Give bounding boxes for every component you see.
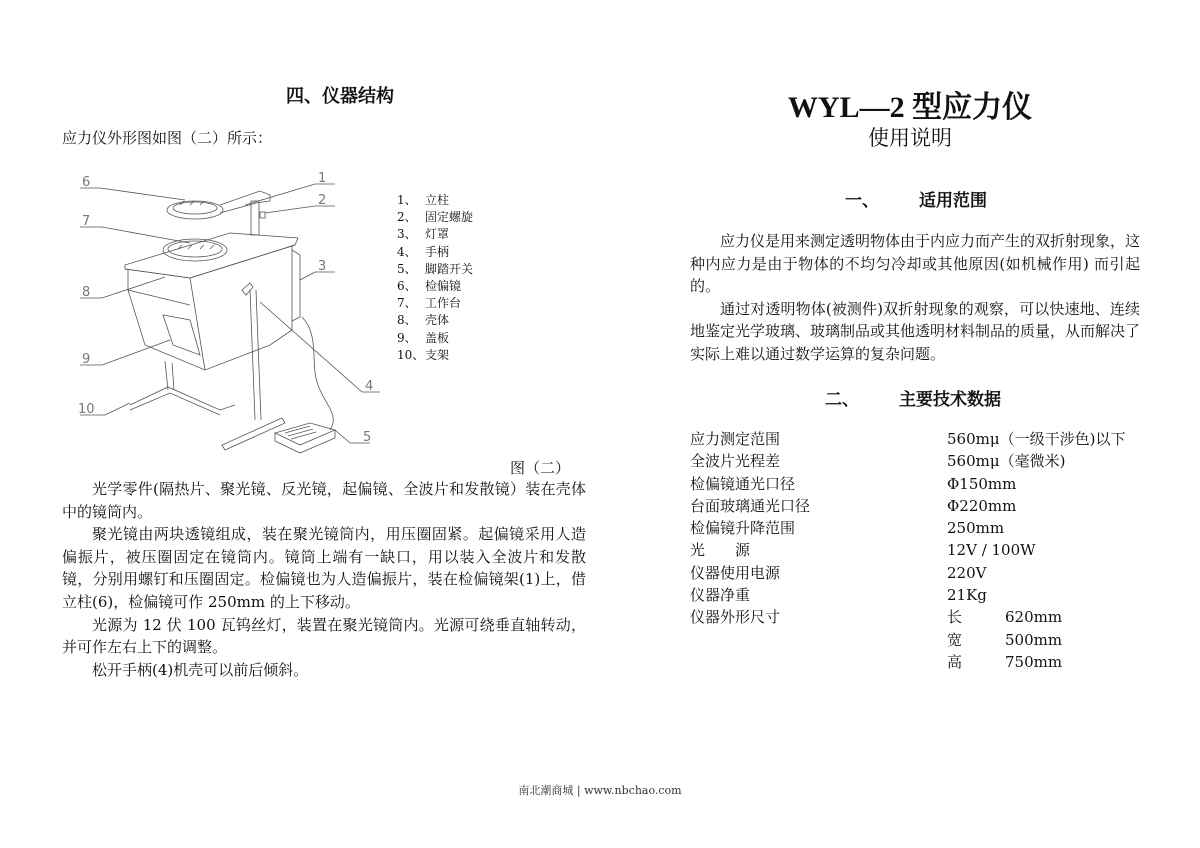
legend-item: 3、 灯罩: [397, 227, 450, 242]
svg-text:7: 7: [82, 214, 91, 229]
document-subtitle: 使用说明: [868, 126, 952, 150]
spec-row: 台面玻璃通光口径 Φ220mm: [690, 496, 1017, 515]
footer-watermark: 南北潮商城 | www.nbchao.com: [518, 784, 682, 797]
svg-text:9: 9: [82, 352, 91, 367]
section-heading-structure: 四、仪器结构: [286, 86, 394, 107]
legend-item: 9、 盖板: [397, 330, 450, 345]
spec-row: 应力测定范围 560mμ（一级干涉色)以下: [690, 430, 1126, 448]
spec-row: 光 源 12V / 100W: [690, 541, 1036, 560]
svg-text:10: 10: [78, 402, 95, 417]
section-heading-scope: 一、 适用范围: [845, 191, 987, 211]
section-heading-specs: 二、 主要技术数据: [825, 390, 1001, 410]
spec-row: 检偏镜通光口径 Φ150mm: [690, 474, 1017, 493]
legend-item: 2、 固定螺旋: [397, 210, 474, 225]
svg-text:6: 6: [82, 175, 91, 190]
svg-text:1: 1: [318, 171, 327, 186]
spec-row-dimensions: 仪器外形尺寸 长 620mm: [690, 608, 1063, 627]
legend-item: 6、 检偏镜: [397, 279, 462, 294]
legend-item: 8、 壳体: [397, 313, 450, 328]
parts-legend: [397, 192, 473, 364]
spec-row: 仪器净重 21Kg: [690, 586, 987, 605]
legend-item: 10、支架: [397, 347, 450, 362]
svg-text:2: 2: [318, 193, 327, 208]
spec-row: 仪器使用电源 220V: [690, 563, 987, 582]
paragraph: 通过对透明物体(被测件)双折射现象的观察，可以快速地、连续地鉴定光学玻璃、玻璃制品或其他透明材料制品的质量，从而解决了实际上难以通过数学运算的复杂问题。: [690, 299, 1141, 363]
figure-caption: 图（二）: [510, 459, 571, 477]
paragraph: 松开手柄(4)机壳可以前后倾斜。: [92, 660, 309, 679]
legend-item: 5、 脚踏开关: [397, 261, 474, 276]
legend-item: 1、 立柱: [397, 193, 450, 207]
spec-table: [690, 428, 1125, 673]
svg-text:4: 4: [365, 379, 374, 394]
scope-description: [690, 230, 1140, 366]
instrument-diagram: [70, 165, 390, 465]
paragraph: 聚光镜由两块透镜组成，装在聚光镜筒内，用压圈固紧。起偏镜采用人造偏振片，被压圈固定在镜筒内。镜筒上端有一缺口，用以装入全波片和发散镜，分别用螺钉和压圈固定。检偏镜也为人造偏振片，装在检偏镜架(1)上，借立柱(6)，检偏镜可作 250mm 的上下移动。: [62, 525, 586, 611]
legend-item: 7、 工作台: [397, 296, 462, 311]
paragraph: 光学零件(隔热片、聚光镜、反光镜，起偏镜、全波片和发散镜）装在壳体中的镜筒内。: [62, 480, 586, 521]
spec-row-dimension-height: 高 750mm: [947, 652, 1063, 671]
paragraph: 应力仪是用来测定透明物体由于内应力而产生的双折射现象，这种内应力是由于物体的不均匀冷却或其他原因(如机械作用) 而引起的。: [690, 232, 1141, 296]
document-title: WYL—2 型应力仪: [787, 91, 1033, 124]
spec-row: 检偏镜升降范围 250mm: [690, 519, 1005, 538]
svg-text:3: 3: [318, 259, 327, 274]
intro-text: 应力仪外形图如图（二）所示：: [62, 129, 273, 147]
legend-item: 4、 手柄: [397, 244, 450, 259]
paragraph: 光源为 12 伏 100 瓦钨丝灯，装置在聚光镜筒内。光源可绕垂直轴转动，并可作左右上下的调整。: [62, 615, 586, 657]
svg-text:8: 8: [82, 285, 91, 300]
svg-text:5: 5: [363, 430, 372, 445]
spec-row: 全波片光程差 560mμ（毫微米): [690, 452, 1066, 471]
spec-row-dimension-width: 宽 500mm: [947, 630, 1063, 649]
structure-description: [62, 478, 586, 681]
